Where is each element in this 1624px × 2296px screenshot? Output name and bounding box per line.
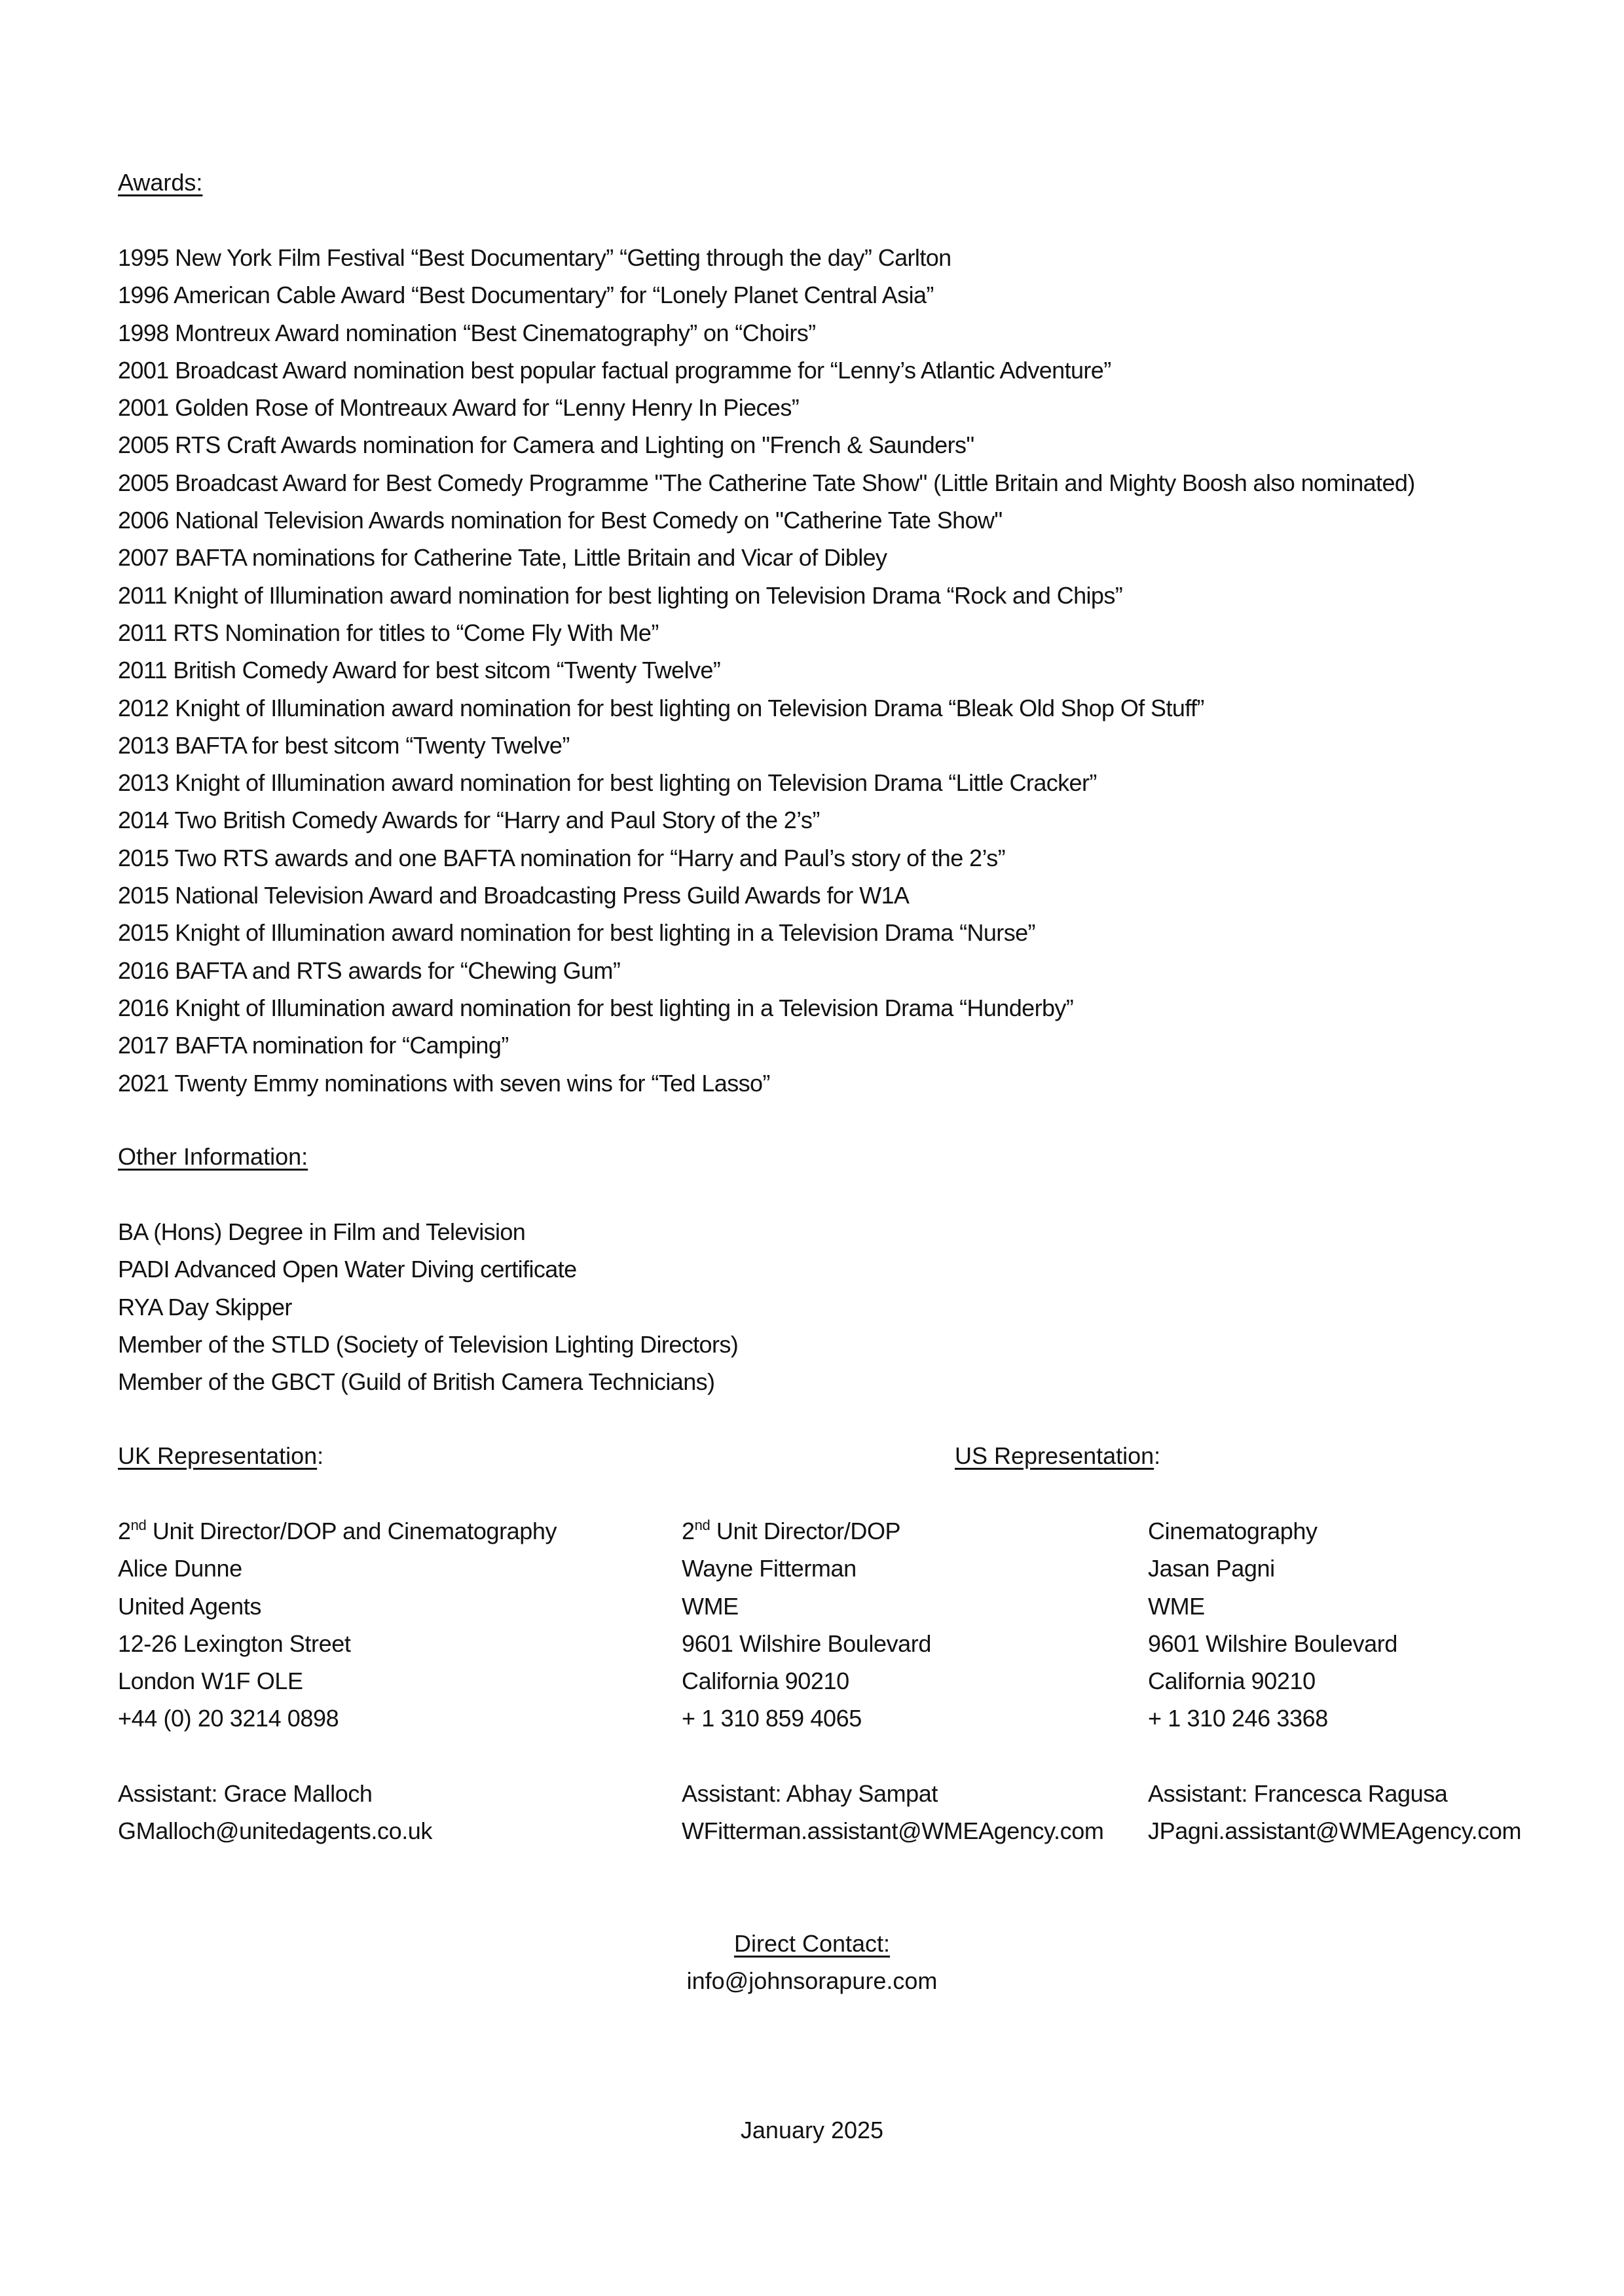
- us-representation-colon: :: [1154, 1442, 1161, 1469]
- list-item: 2007 BAFTA nominations for Catherine Tate, Little Britain and Vicar of Dibley: [118, 544, 887, 572]
- list-item: 2005 RTS Craft Awards nomination for Camera and Lighting on "French & Saunders": [118, 431, 974, 459]
- agent-phone: +44 (0) 20 3214 0898: [118, 1705, 339, 1732]
- us-agent-block-1: [682, 1512, 1103, 1850]
- agent-role: 2nd Unit Director/DOP and Cinematography: [118, 1517, 557, 1544]
- list-item: 2005 Broadcast Award for Best Comedy Programme "The Catherine Tate Show" (Little Britain and Mighty Boosh also nominated): [118, 469, 1415, 496]
- list-item: 1996 American Cable Award “Best Documentary” for “Lonely Planet Central Asia”: [118, 282, 934, 309]
- agent-street: 9601 Wilshire Boulevard: [682, 1630, 931, 1657]
- agent-company: WME: [682, 1592, 739, 1620]
- agent-name: Alice Dunne: [118, 1555, 242, 1582]
- list-item: 2013 BAFTA for best sitcom “Twenty Twelve”: [118, 731, 570, 759]
- agent-email: JPagni.assistant@WMEAgency.com: [1148, 1817, 1522, 1845]
- other-information-heading: Other Information:: [118, 1143, 308, 1170]
- agent-email: GMalloch@unitedagents.co.uk: [118, 1817, 433, 1845]
- uk-representation-colon: :: [317, 1442, 324, 1469]
- list-item: 1995 New York Film Festival “Best Documentary” “Getting through the day” Carlton: [118, 244, 951, 271]
- uk-representation-heading: [118, 1437, 323, 1474]
- agent-assistant: Assistant: Grace Malloch: [118, 1780, 373, 1808]
- agent-phone: + 1 310 246 3368: [1148, 1705, 1328, 1732]
- awards-list: [118, 239, 1415, 1102]
- agent-assistant: Assistant: Francesca Ragusa: [1148, 1780, 1448, 1808]
- list-item: 2011 British Comedy Award for best sitcom “Twenty Twelve”: [118, 657, 721, 684]
- uk-representation-label: UK Representation: [118, 1442, 318, 1469]
- list-item: 2011 Knight of Illumination award nomination for best lighting on Television Drama “Rock and Chips”: [118, 581, 1123, 609]
- list-item: RYA Day Skipper: [118, 1293, 292, 1321]
- awards-heading: Awards:: [118, 169, 203, 196]
- direct-contact-email: info@johnsorapure.com: [686, 1967, 938, 1994]
- us-representation-label: US Representation: [955, 1442, 1154, 1469]
- other-information-list: [118, 1213, 738, 1400]
- agent-role: Cinematography: [1148, 1518, 1318, 1544]
- list-item: 1998 Montreux Award nomination “Best Cinematography” on “Choirs”: [118, 319, 816, 346]
- uk-agent-block: [118, 1512, 557, 1850]
- agent-name: Wayne Fitterman: [682, 1555, 857, 1582]
- agent-name: Jasan Pagni: [1148, 1555, 1275, 1582]
- list-item: Member of the STLD (Society of Television Lighting Directors): [118, 1330, 739, 1358]
- list-item: 2011 RTS Nomination for titles to “Come Fly With Me”: [118, 619, 659, 646]
- agent-city: London W1F OLE: [118, 1667, 303, 1695]
- list-item: 2021 Twenty Emmy nominations with seven wins for “Ted Lasso”: [118, 1069, 770, 1097]
- list-item: 2015 Knight of Illumination award nomination for best lighting in a Television Drama “Nurse”: [118, 919, 1035, 947]
- agent-city: California 90210: [682, 1667, 849, 1695]
- agent-phone: + 1 310 859 4065: [682, 1705, 862, 1732]
- agent-street: 9601 Wilshire Boulevard: [1148, 1630, 1397, 1657]
- list-item: 2015 Two RTS awards and one BAFTA nomination for “Harry and Paul’s story of the 2’s”: [118, 844, 1005, 871]
- list-item: Member of the GBCT (Guild of British Camera Technicians): [118, 1368, 715, 1396]
- us-agent-block-2: [1148, 1512, 1521, 1850]
- list-item: BA (Hons) Degree in Film and Television: [118, 1218, 526, 1245]
- list-item: PADI Advanced Open Water Diving certificate: [118, 1256, 577, 1283]
- list-item: 2016 BAFTA and RTS awards for “Chewing Gum”: [118, 957, 621, 984]
- agent-email: WFitterman.assistant@WMEAgency.com: [682, 1817, 1104, 1845]
- list-item: 2006 National Television Awards nomination for Best Comedy on "Catherine Tate Show": [118, 507, 1003, 534]
- list-item: 2016 Knight of Illumination award nomination for best lighting in a Television Drama “Hunderby”: [118, 994, 1074, 1021]
- list-item: 2017 BAFTA nomination for “Camping”: [118, 1032, 509, 1059]
- list-item: 2001 Broadcast Award nomination best popular factual programme for “Lenny’s Atlantic Adventure”: [118, 356, 1111, 384]
- list-item: 2012 Knight of Illumination award nomination for best lighting on Television Drama “Bleak Old Shop Of Stuff”: [118, 694, 1204, 721]
- footer-date: January 2025: [740, 2117, 884, 2143]
- list-item: 2014 Two British Comedy Awards for “Harry and Paul Story of the 2’s”: [118, 807, 820, 834]
- us-representation-heading: [955, 1437, 1160, 1474]
- agent-role: 2nd Unit Director/DOP: [682, 1517, 901, 1544]
- agent-city: California 90210: [1148, 1667, 1316, 1695]
- list-item: 2001 Golden Rose of Montreaux Award for “Lenny Henry In Pieces”: [118, 394, 800, 422]
- agent-assistant: Assistant: Abhay Sampat: [682, 1780, 938, 1808]
- agent-company: United Agents: [118, 1592, 261, 1620]
- agent-company: WME: [1148, 1592, 1205, 1620]
- agent-street: 12-26 Lexington Street: [118, 1630, 351, 1657]
- direct-contact-heading: Direct Contact:: [733, 1930, 891, 1957]
- list-item: 2013 Knight of Illumination award nomination for best lighting on Television Drama “Little Cracker”: [118, 769, 1097, 797]
- list-item: 2015 National Television Award and Broadcasting Press Guild Awards for W1A: [118, 882, 910, 909]
